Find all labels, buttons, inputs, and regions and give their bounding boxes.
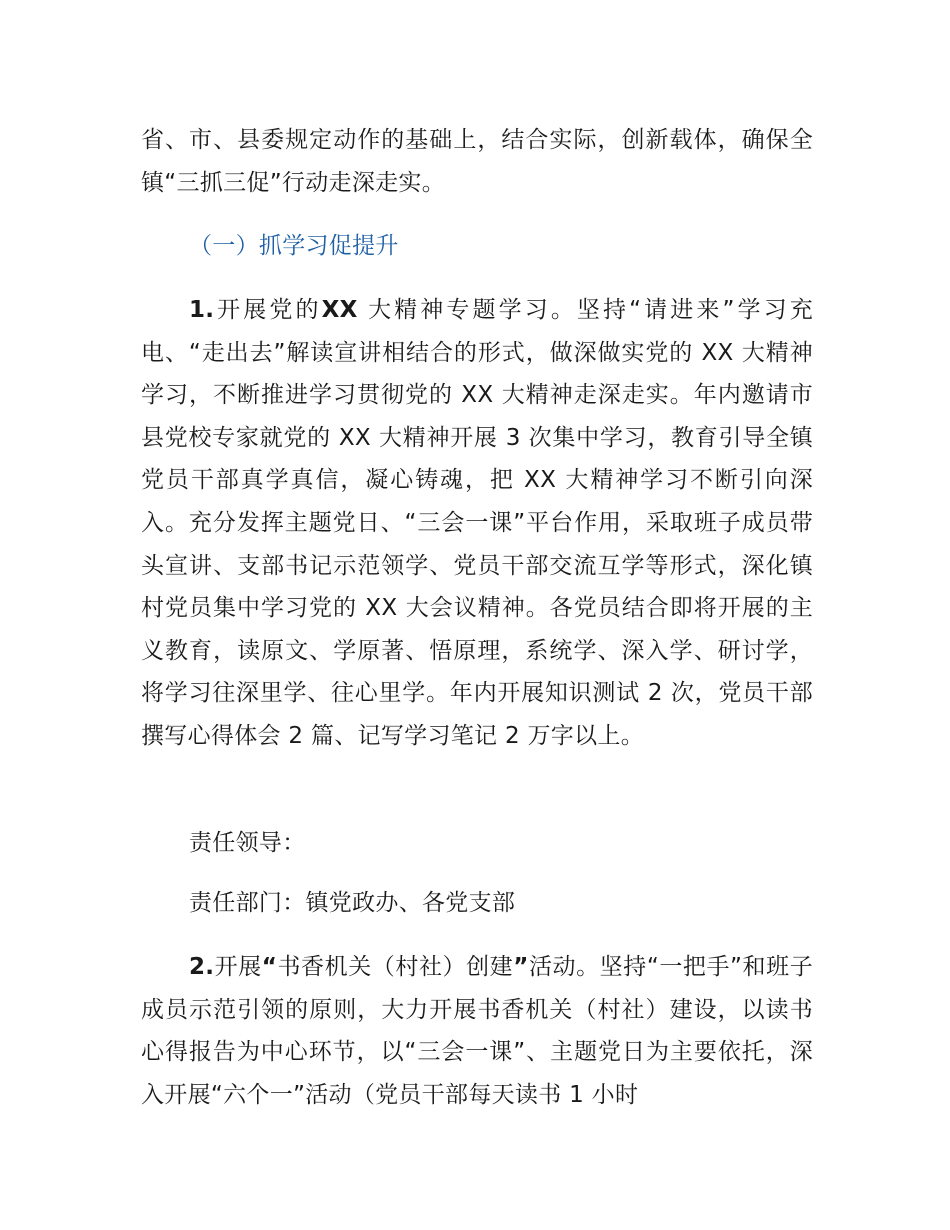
item-2-title-prefix: 开展 bbox=[214, 954, 262, 980]
paragraph-item-2 bbox=[141, 946, 813, 1116]
item-2-quote-close: ” bbox=[513, 954, 529, 980]
item-2-title-middle: 书香机关（村社）创建 bbox=[277, 954, 514, 980]
item-2-quote-open: “ bbox=[261, 954, 278, 980]
responsible-department: 责任部门：镇党政办、各党支部 bbox=[189, 890, 516, 916]
responsible-leader: 责任领导： bbox=[189, 830, 306, 856]
item-2-number: 2. bbox=[189, 954, 215, 980]
item-1-body: 大精神专题学习。坚持“请进来”学习充电、“走出去”解读宣讲相结合的形式，做深做实党的 XX 大精神学习，不断推进学习贯彻党的 XX 大精神走深走实。年内邀请市县党校专家就党的 XX 大精神开展 3 次集中学习，教育引导全镇党员干部真学真信，凝心铸魂，把 XX 大精神学习不断引向深入。充分发挥主题党日、“三会一课”平台作用，采取班子成员带头宣讲、支部书记示范领学、党员干部交流互学等形式，深化镇村党员集中学习党的 XX 大会议精神。各党员结合即将开展的主义教育，读原文、学原著、悟原理，系统学、深入学、研讨学，将学习往深里学、往心里学。年内开展知识测试 2 次，党员干部撰写心得体会 2 篇、记写学习笔记 2 万字以上。 bbox=[141, 297, 814, 749]
item-1-number: 1. bbox=[189, 297, 215, 323]
section-heading: （一）抓学习促提升 bbox=[189, 233, 399, 259]
item-1-title-bold: XX bbox=[321, 297, 358, 323]
paragraph-intro: 省、市、县委规定动作的基础上，结合实际，创新载体，确保全镇“三抓三促”行动走深走实。 bbox=[141, 127, 813, 196]
item-1-title-prefix: 开展党的 bbox=[214, 297, 322, 323]
item-2-body: 活动。坚持“一把手”和班子成员示范引领的原则，大力开展书香机关（村社）建设，以读书心得报告为中心环节，以“三会一课”、主题党日为主要依托，深入开展“六个一”活动（党员干部每天读书 1 小时 bbox=[141, 954, 813, 1108]
paragraph-item-1 bbox=[141, 289, 813, 758]
